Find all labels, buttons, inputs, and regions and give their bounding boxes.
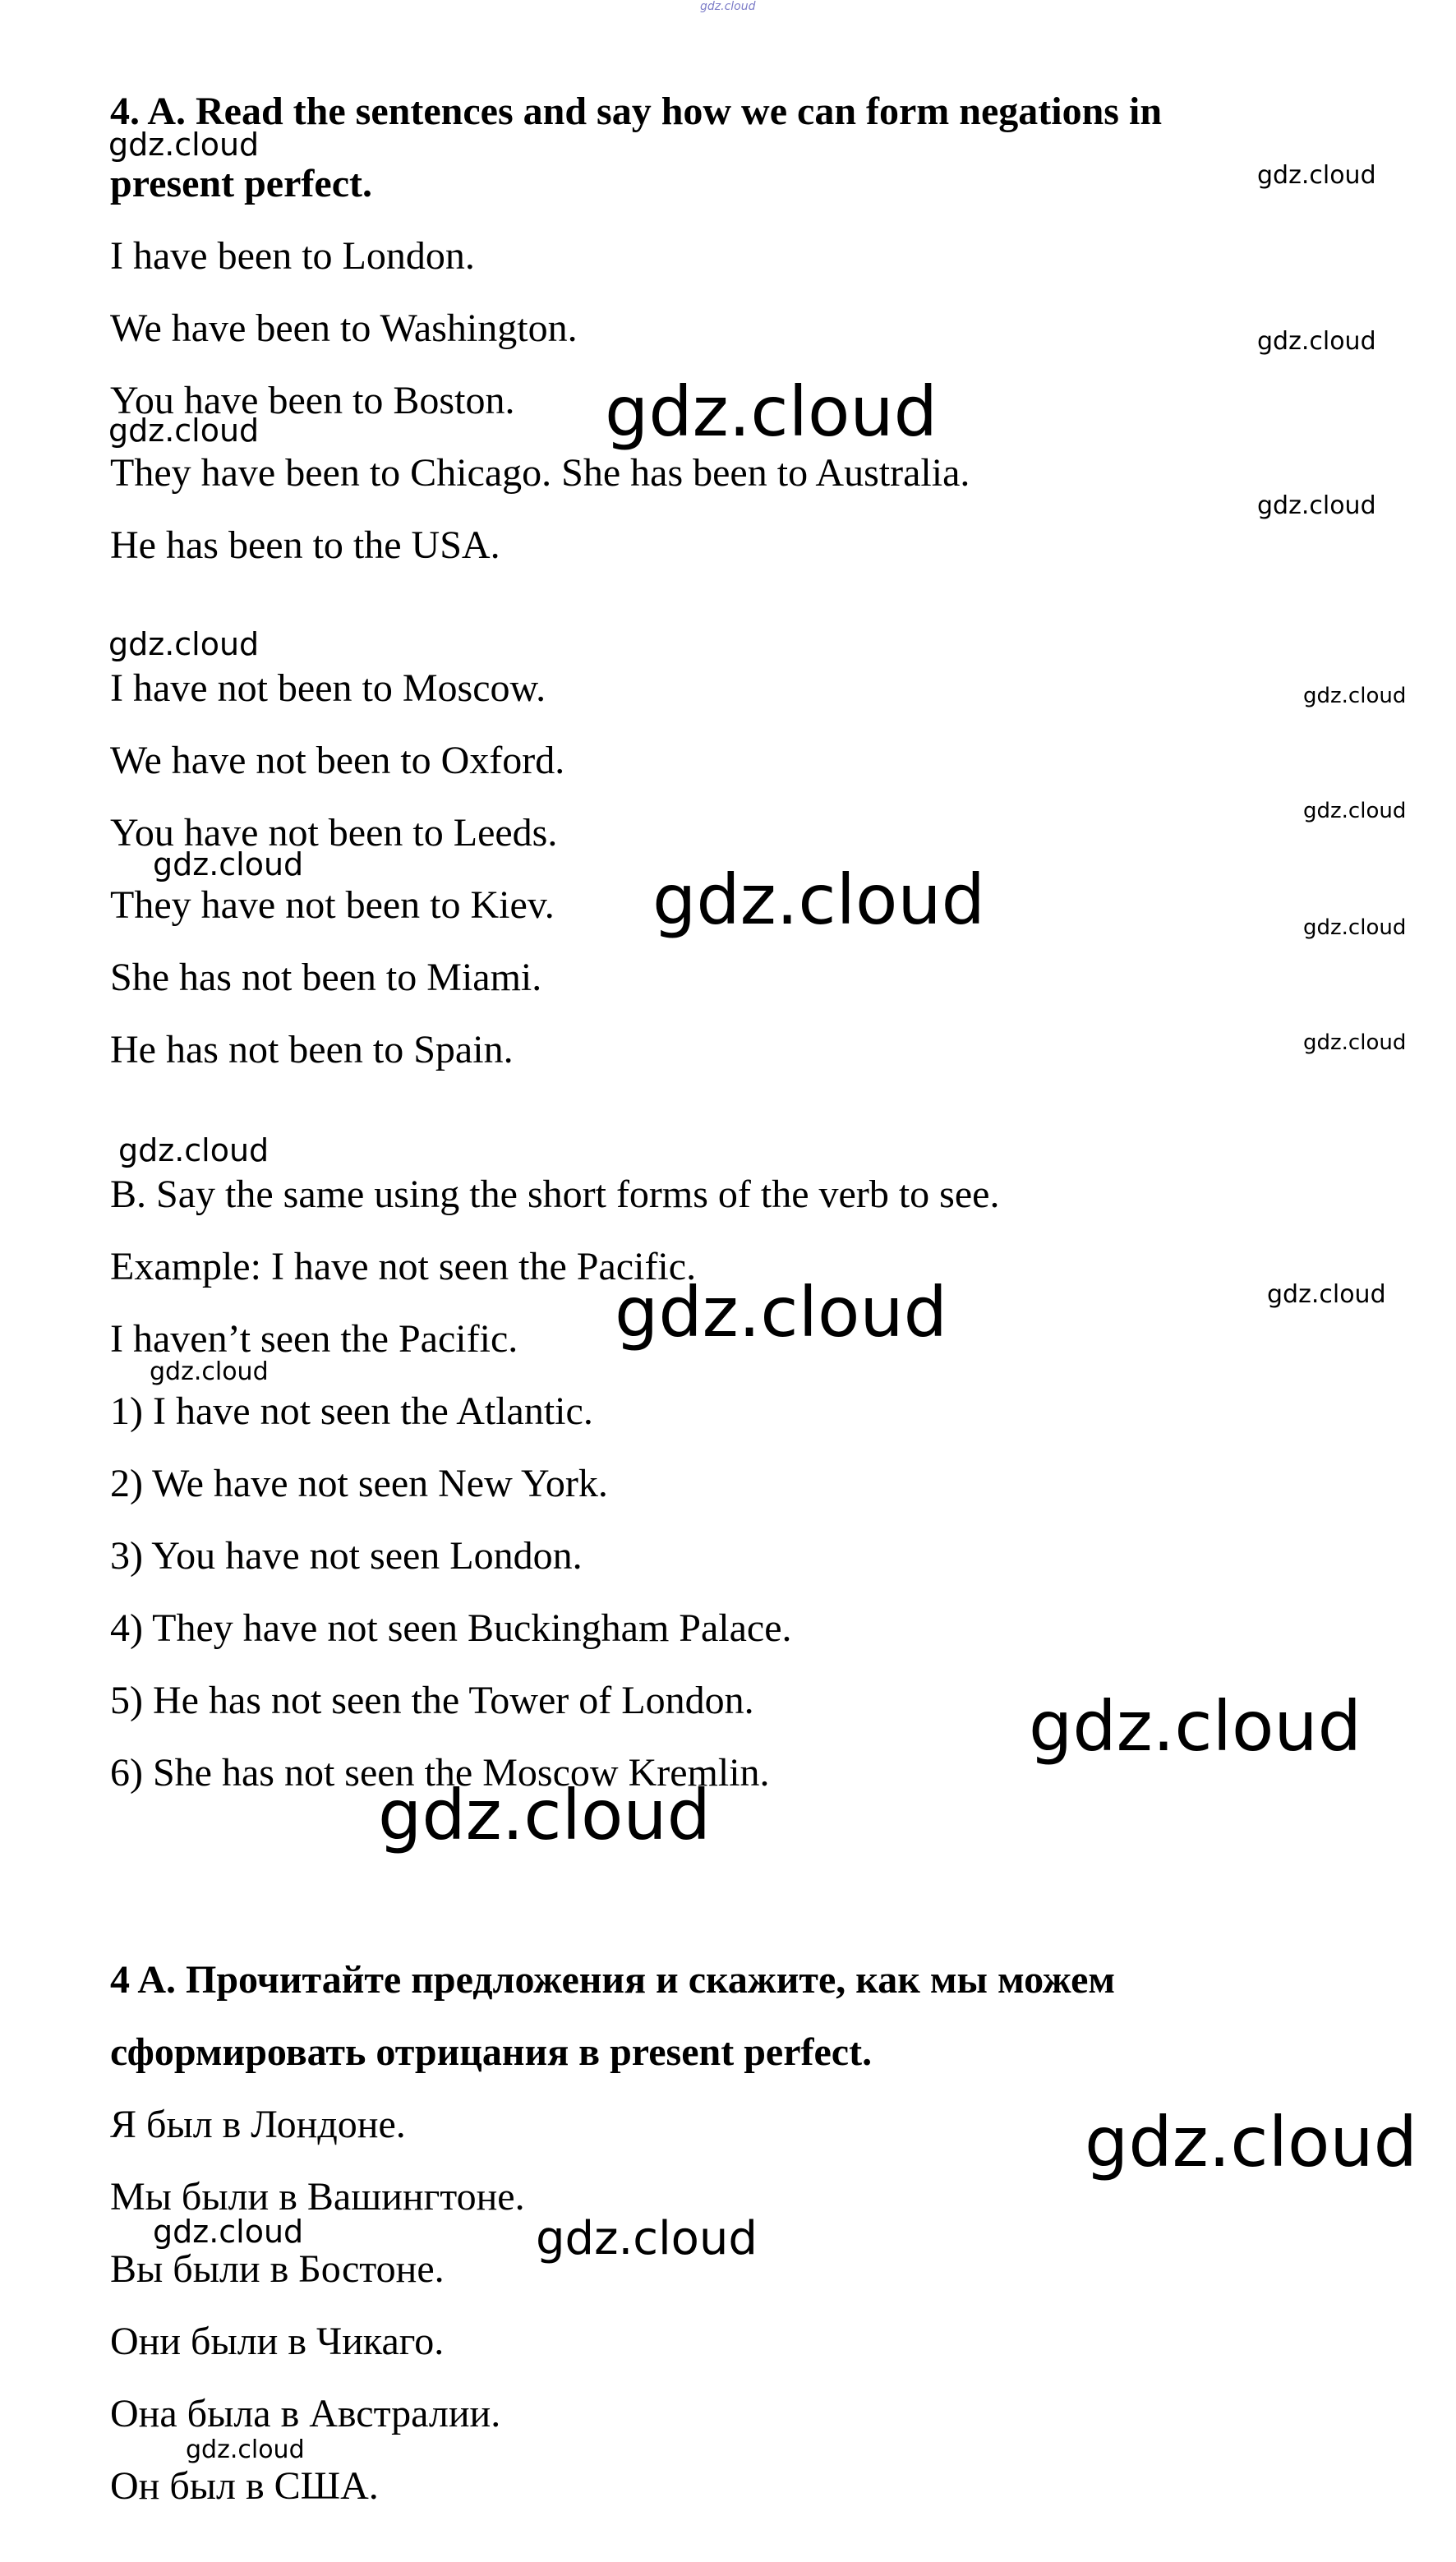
task-heading-line-1: 4. A. Read the sentences and say how we can form negations in xyxy=(110,90,1163,133)
negative-sentence: They have not been to Kiev. xyxy=(110,883,555,927)
part-b-item: 6) She has not seen the Moscow Kremlin. xyxy=(110,1751,770,1795)
translation-ru: Мы были в Вашингтоне. xyxy=(110,2175,525,2219)
watermark: gdz.cloud xyxy=(1303,1030,1407,1055)
translation-ru: Она была в Австралии. xyxy=(110,2392,501,2435)
task-heading-ru-line-1: 4 A. Прочитайте предложения и скажите, как мы можем xyxy=(110,1958,1116,2002)
watermark: gdz.cloud xyxy=(1257,327,1376,356)
negative-sentence: She has not been to Miami. xyxy=(110,956,542,999)
watermark: gdz.cloud xyxy=(108,127,260,163)
watermark: gdz.cloud xyxy=(1257,491,1376,520)
watermark: gdz.cloud xyxy=(150,1357,269,1386)
watermark: gdz.cloud xyxy=(536,2212,758,2265)
watermark: gdz.cloud xyxy=(652,859,985,940)
affirmative-sentence: I have been to London. xyxy=(110,234,475,278)
watermark: gdz.cloud xyxy=(605,371,938,452)
part-b-item: 2) We have not seen New York. xyxy=(110,1462,608,1505)
affirmative-sentence: He has been to the USA. xyxy=(110,523,500,567)
affirmative-sentence: You have been to Boston. xyxy=(110,379,515,422)
watermark: gdz.cloud xyxy=(1085,2102,1417,2182)
part-b-example: Example: I have not seen the Pacific. xyxy=(110,1245,697,1288)
negative-sentence: I have not been to Moscow. xyxy=(110,666,546,710)
part-b-item: 3) You have not seen London. xyxy=(110,1534,583,1578)
translation-ru: Вы были в Бостоне. xyxy=(110,2247,445,2291)
watermark: gdz.cloud xyxy=(1029,1686,1362,1767)
watermark: gdz.cloud xyxy=(1303,799,1407,823)
part-b-item: 5) He has not seen the Tower of London. xyxy=(110,1679,754,1722)
negative-sentence: He has not been to Spain. xyxy=(110,1028,514,1071)
watermark: gdz.cloud xyxy=(378,1775,711,1855)
watermark: gdz.cloud xyxy=(108,412,260,449)
part-b-example-answer: I haven’t seen the Pacific. xyxy=(110,1317,518,1361)
negative-sentence: You have not been to Leeds. xyxy=(110,811,558,855)
watermark: gdz.cloud xyxy=(108,626,260,662)
watermark: gdz.cloud xyxy=(186,2435,305,2464)
watermark: gdz.cloud xyxy=(1267,1280,1386,1309)
watermark: gdz.cloud xyxy=(1303,915,1407,940)
task-heading-ru-line-2: сформировать отрицания в present perfect. xyxy=(110,2030,873,2074)
watermark: gdz.cloud xyxy=(118,1132,270,1168)
task-heading-line-2: present perfect. xyxy=(110,162,372,205)
watermark: gdz.cloud xyxy=(153,2214,304,2250)
part-b-item: 4) They have not seen Buckingham Palace. xyxy=(110,1606,792,1650)
negative-sentence: We have not been to Oxford. xyxy=(110,739,565,782)
translation-ru: Я был в Лондоне. xyxy=(110,2103,406,2146)
translation-ru: Они были в Чикаго. xyxy=(110,2320,445,2363)
watermark: gdz.cloud xyxy=(615,1272,947,1352)
affirmative-sentence: They have been to Chicago. She has been to Australia. xyxy=(110,451,970,495)
part-b-instruction: B. Say the same using the short forms of the verb to see. xyxy=(110,1173,1000,1216)
watermark: gdz.cloud xyxy=(1303,684,1407,708)
affirmative-sentence: We have been to Washington. xyxy=(110,306,578,350)
translation-ru: Он был в США. xyxy=(110,2464,379,2508)
top-watermark: gdz.cloud xyxy=(700,0,756,13)
watermark: gdz.cloud xyxy=(1257,161,1376,190)
watermark: gdz.cloud xyxy=(153,846,304,882)
part-b-item: 1) I have not seen the Atlantic. xyxy=(110,1389,593,1433)
